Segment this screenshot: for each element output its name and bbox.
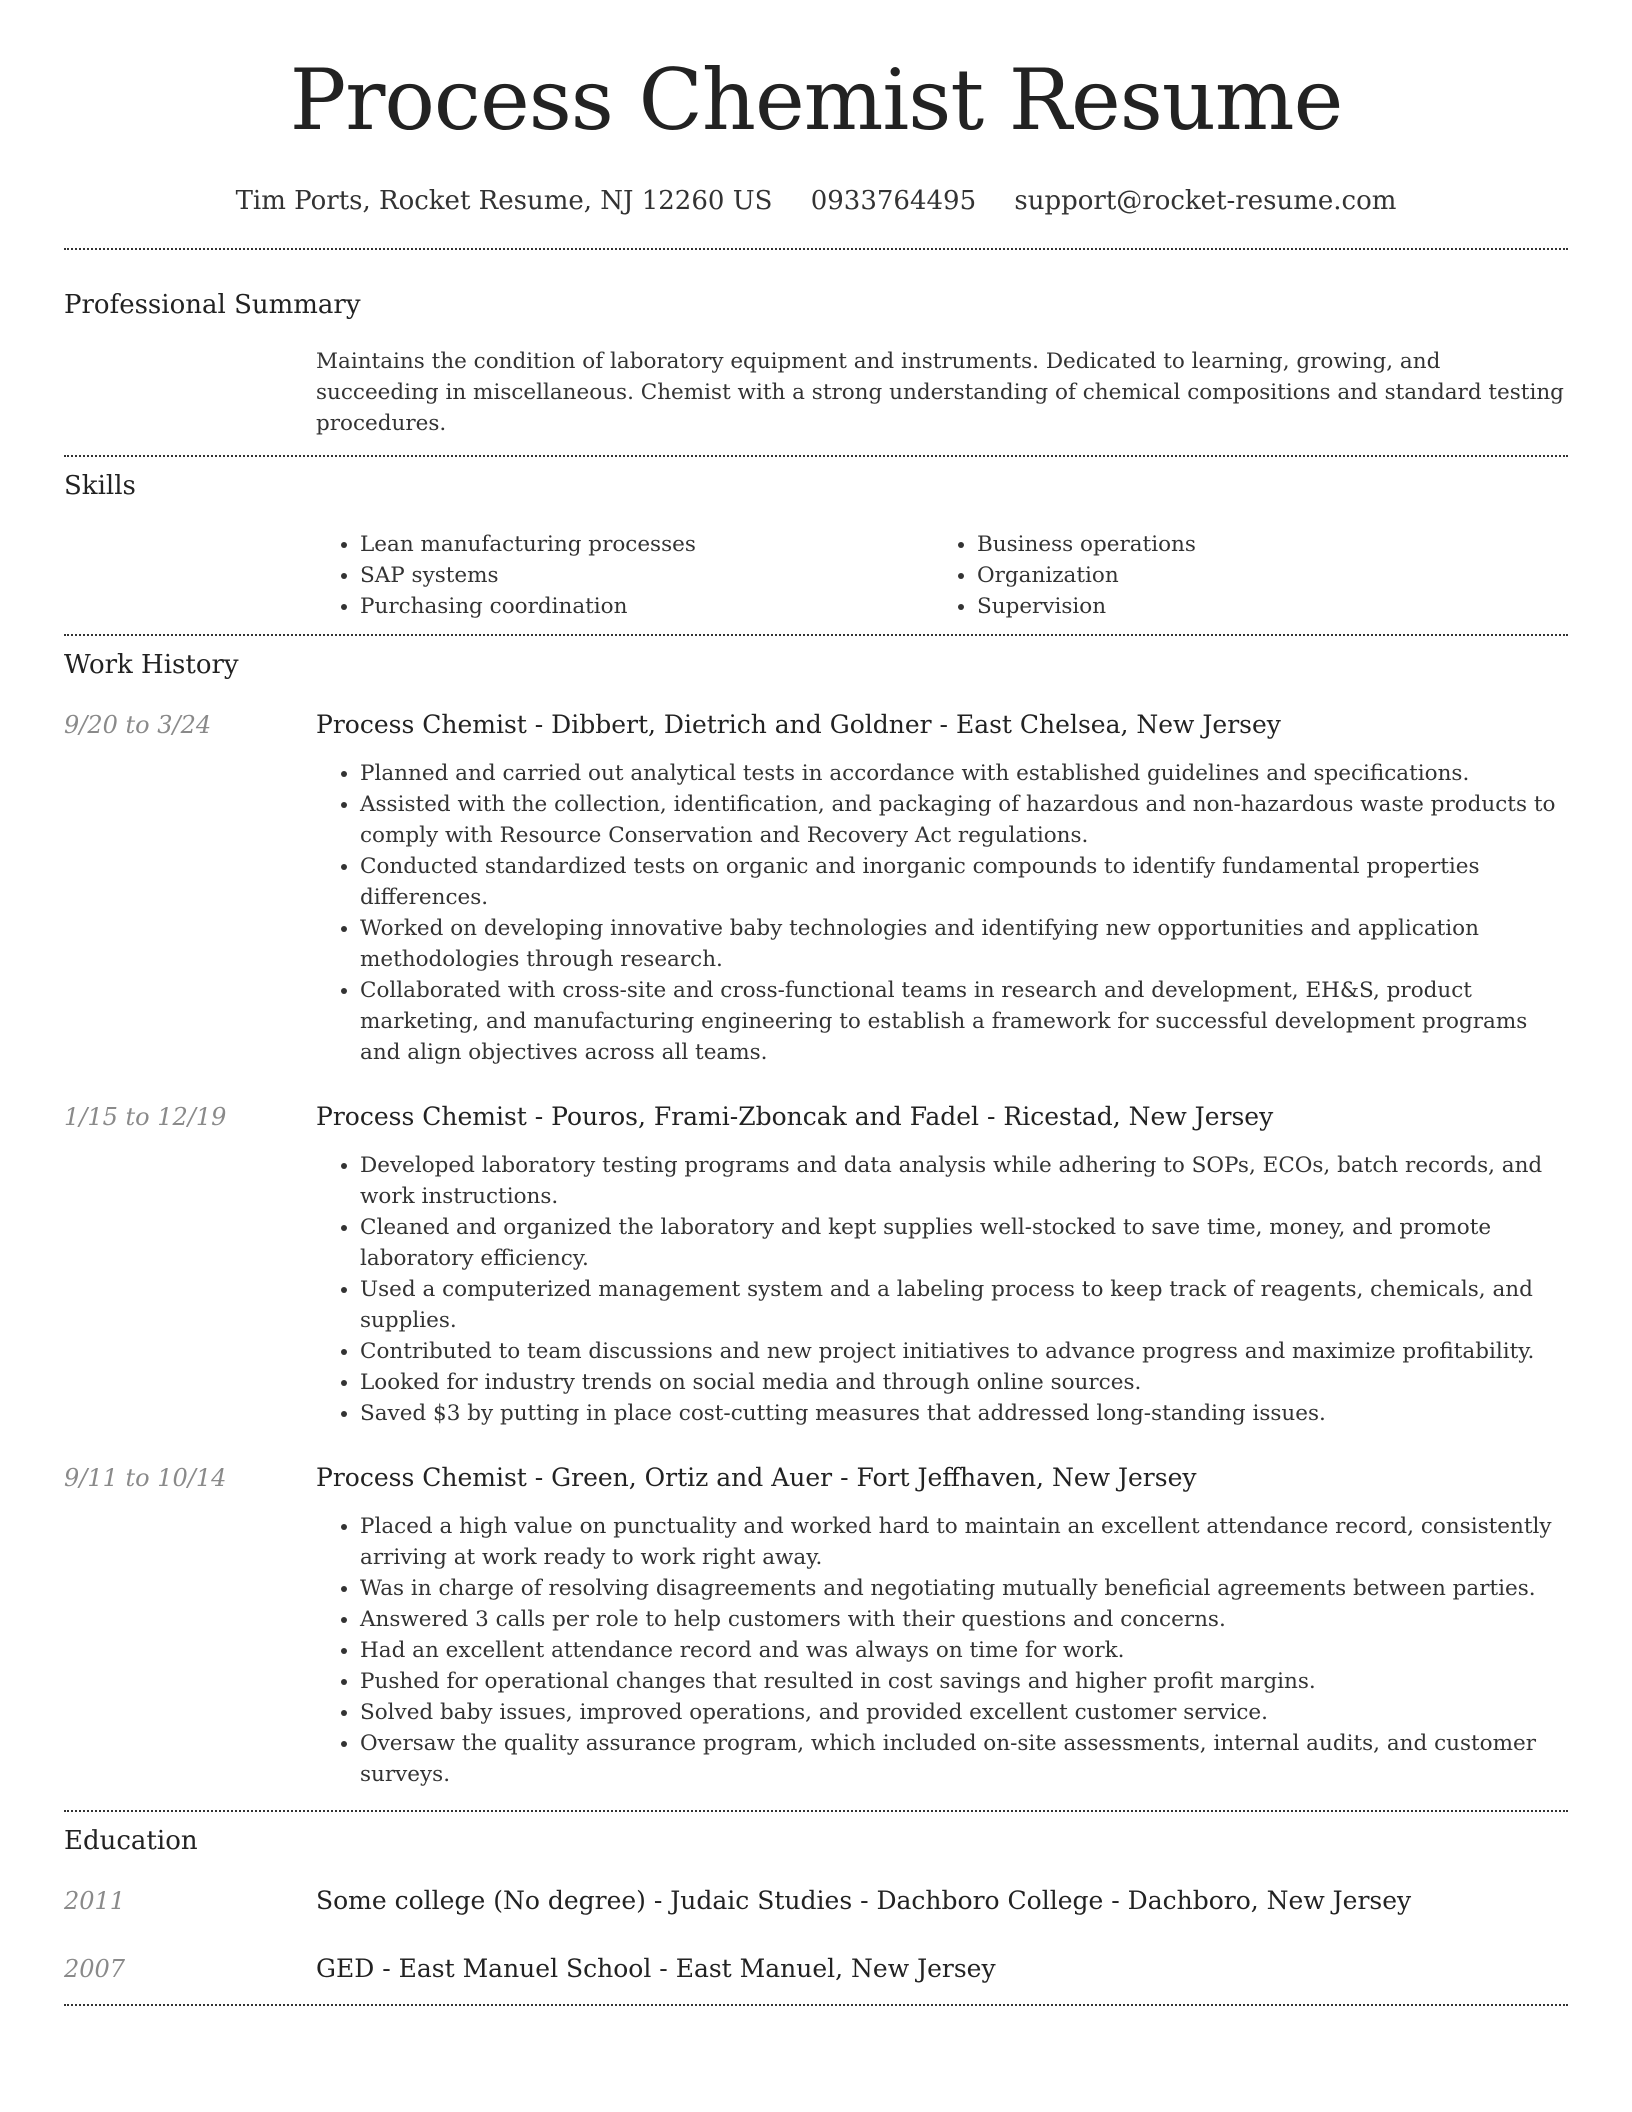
job-bullets xyxy=(316,758,1568,1068)
skills-grid xyxy=(316,529,1568,634)
job-header: Process Chemist - Dibbert, Dietrich and Goldner - East Chelsea, New Jersey xyxy=(316,710,1281,739)
job-date: 1/15 to 12/19 xyxy=(64,1103,227,1131)
job-date: 9/20 to 3/24 xyxy=(64,711,212,739)
education-text: Some college (No degree) - Judaic Studies - Dachboro College - Dachboro, New Jersey xyxy=(316,1886,1412,1915)
education-date: 2007 xyxy=(64,1955,126,1983)
skill-item: • Purchasing coordination xyxy=(360,591,933,622)
work-section xyxy=(64,636,1568,1810)
job-bullet: • Pushed for operational changes that resulted in cost savings and higher profit margins. xyxy=(360,1666,1568,1697)
skill-item: • Business operations xyxy=(977,529,1550,560)
job-bullet: • Had an excellent attendance record and was always on time for work. xyxy=(360,1635,1568,1666)
job-bullet: • Used a computerized management system and a labeling process to keep track of reagents, chemicals, and supplies. xyxy=(360,1274,1568,1336)
education-entry xyxy=(64,1884,1568,1918)
education-section xyxy=(64,1812,1568,2004)
skill-item: • Organization xyxy=(977,560,1550,591)
skills-list-right xyxy=(933,529,1550,622)
job-bullets xyxy=(316,1150,1568,1429)
job-entry xyxy=(64,1461,1568,1790)
job-bullet: • Worked on developing innovative baby technologies and identifying new opportunities and application methodologies through research. xyxy=(360,913,1568,975)
skills-list-left xyxy=(316,529,933,622)
job-bullet: • Placed a high value on punctuality and worked hard to maintain an excellent attendance record, consistently arriving at work ready to work right away. xyxy=(360,1511,1568,1573)
job-bullet: • Looked for industry trends on social media and through online sources. xyxy=(360,1367,1568,1398)
skill-item: • Lean manufacturing processes xyxy=(360,529,933,560)
job-entry xyxy=(64,1100,1568,1429)
education-text: GED - East Manuel School - East Manuel, New Jersey xyxy=(316,1954,996,1983)
divider xyxy=(64,2004,1568,2006)
page-title: Process Chemist Resume xyxy=(289,51,1343,149)
job-date: 9/11 to 10/14 xyxy=(64,1464,227,1492)
job-bullet: • Conducted standardized tests on organic and inorganic compounds to identify fundamental properties differences. xyxy=(360,851,1568,913)
job-bullet: • Assisted with the collection, identification, and packaging of hazardous and non-hazardous waste products to comply with Resource Conservation and Recovery Act regulations. xyxy=(360,789,1568,851)
job-bullet: • Solved baby issues, improved operations, and provided excellent customer service. xyxy=(360,1697,1568,1728)
skills-section xyxy=(64,457,1568,634)
job-bullet: • Oversaw the quality assurance program, which included on-site assessments, internal audits, and customer surveys. xyxy=(360,1728,1568,1790)
section-heading-summary: Professional Summary xyxy=(64,290,361,320)
job-bullet: • Saved $3 by putting in place cost-cutting measures that addressed long-standing issues. xyxy=(360,1398,1568,1429)
section-heading-work: Work History xyxy=(64,650,239,680)
job-bullet: • Planned and carried out analytical tests in accordance with established guidelines and specifications. xyxy=(360,758,1568,789)
job-bullet: • Developed laboratory testing programs and data analysis while adhering to SOPs, ECOs, batch records, and work instructions. xyxy=(360,1150,1568,1212)
job-header: Process Chemist - Green, Ortiz and Auer - Fort Jeffhaven, New Jersey xyxy=(316,1463,1197,1492)
section-heading-education: Education xyxy=(64,1826,198,1856)
contact-line xyxy=(64,184,1568,218)
job-header: Process Chemist - Pouros, Frami-Zboncak and Fadel - Ricestad, New Jersey xyxy=(316,1102,1274,1131)
job-bullets xyxy=(316,1511,1568,1790)
summary-section xyxy=(64,250,1568,455)
job-entry xyxy=(64,708,1568,1068)
summary-text: Maintains the condition of laboratory equipment and instruments. Dedicated to learning, growing, and succeeding in miscellaneous. Chemist with a strong understanding of chemical compositions and standard testing procedures. xyxy=(316,349,1564,436)
job-bullet: • Collaborated with cross-site and cross-functional teams in research and development, EH&S, product marketing, and manufacturing engineering to establish a framework for successful development programs and align objectives across all teams. xyxy=(360,975,1568,1068)
contact-address: Tim Ports, Rocket Resume, NJ 12260 US xyxy=(235,186,773,216)
skill-item: • SAP systems xyxy=(360,560,933,591)
contact-phone: 0933764495 xyxy=(810,186,977,216)
education-date: 2011 xyxy=(64,1887,126,1915)
education-entry xyxy=(64,1952,1568,1986)
job-bullet: • Cleaned and organized the laboratory and kept supplies well-stocked to save time, money, and promote laboratory efficiency. xyxy=(360,1212,1568,1274)
job-bullet: • Answered 3 calls per role to help customers with their questions and concerns. xyxy=(360,1604,1568,1635)
job-bullet: • Contributed to team discussions and new project initiatives to advance progress and maximize profitability. xyxy=(360,1336,1568,1367)
section-heading-skills: Skills xyxy=(64,471,136,501)
job-bullet: • Was in charge of resolving disagreements and negotiating mutually beneficial agreements between parties. xyxy=(360,1573,1568,1604)
contact-email: support@rocket-resume.com xyxy=(1014,186,1397,216)
skill-item: • Supervision xyxy=(977,591,1550,622)
